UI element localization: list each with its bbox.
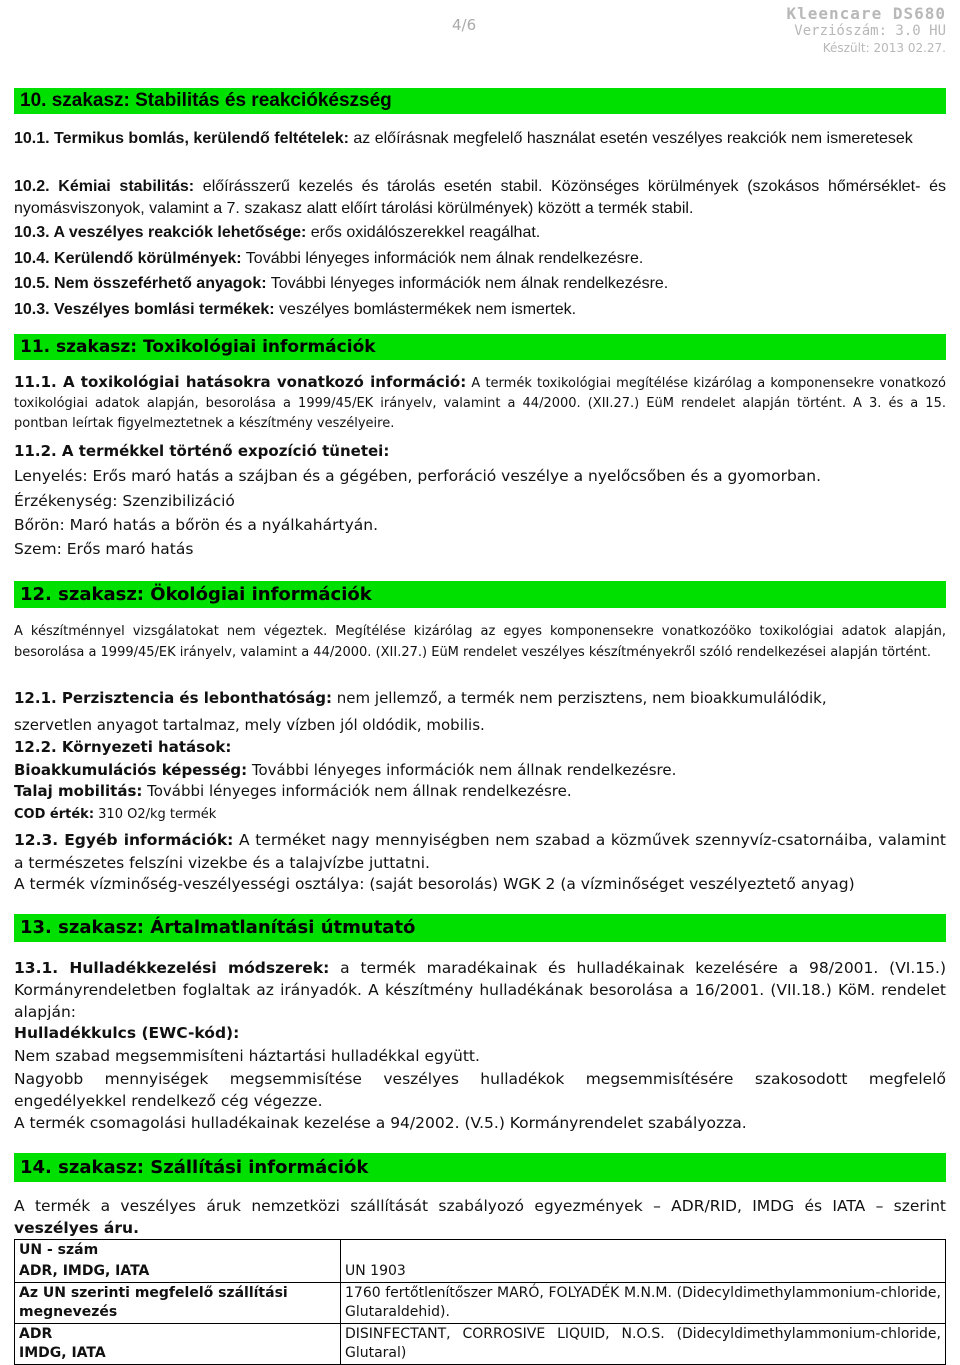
cod-line <box>14 805 946 825</box>
table-row <box>15 1261 946 1283</box>
paragraph-10-4 <box>14 248 946 270</box>
text-soil-mobility: További lényeges információk nem állnak rendelkezésre. <box>142 782 572 800</box>
text-cod: 310 O2/kg termék <box>94 807 217 822</box>
heading-11-2: 11.2. A termékkel történő expozíció tünetei: <box>14 442 390 460</box>
paragraph-10-6 <box>14 299 946 321</box>
table-cell: UN - szám <box>15 1240 341 1262</box>
paragraph-12-intro: A készítménnyel vizsgálatokat nem végeztek. Megítélése kizárólag az egyes komponensekre vonatkozóöko toxikológiai adatok alapján, besorolása a 1999/45/EK irányelv, valamint a 44/2000. (XII.27.) EüM rendelet veszélyes készítményekről szóló rendelkezései alapján történt. <box>14 624 946 660</box>
label-11-1: 11.1. A toxikológiai hatásokra vonatkozó információ: <box>14 373 467 391</box>
heading-12-2: 12.2. Környezeti hatások: <box>14 738 232 756</box>
table-cell: ADR, IMDG, IATA <box>15 1261 341 1283</box>
wgk-line: A termék vízminőség-veszélyességi osztálya: (saját besorolás) WGK 2 (a vízminőséget veszélyeztető anyag) <box>14 875 855 893</box>
table-row <box>15 1324 946 1365</box>
text-10-3: erős oxidálószerekkel reagálhat. <box>306 224 541 241</box>
disposal-line-2: Nagyobb mennyiségek megsemmisítése veszélyes hulladékok megsemmisítésére szakosodott megfelelő engedélyekkel rendelkező cég végezze. <box>14 1070 946 1110</box>
imdg-iata-label: IMDG, IATA <box>19 1345 106 1361</box>
table-cell: 1760 fertőtlenítőszer MARÓ, FOLYADÉK M.N.M. (Didecyldimethylammonium-chloride, Glutaraldehid). <box>341 1283 946 1324</box>
table-cell <box>15 1324 341 1365</box>
paragraph-12-1-cont: szervetlen anyagot tartalmaz, mely vízben jól oldódik, mobilis. <box>14 716 485 734</box>
soil-mobility-line <box>14 780 946 802</box>
label-10-4: 10.4. Kerülendő körülmények: <box>14 250 242 267</box>
label-12-1: 12.1. Perzisztencia és lebonthatóság: <box>14 689 333 707</box>
table-cell: UN 1903 <box>341 1261 946 1283</box>
section-12-title: 12. szakasz: Ökológiai információk <box>14 581 946 608</box>
paragraph-12-1 <box>14 687 946 709</box>
text-12-3: A terméket nagy mennyiségben nem szabad a közművek szennyvíz-csatornáiba, valamint a természetes felszíni vizekbe és a talajvízbe juttatni. <box>14 831 946 872</box>
label-soil-mobility: Talaj mobilitás: <box>14 782 143 800</box>
paragraph-12-3 <box>14 829 946 875</box>
issue-date: Készült: 2013 02.27. <box>822 41 946 55</box>
adr-label: ADR <box>19 1326 53 1342</box>
symptom-ingestion: Lenyelés: Erős maró hatás a szájban és a gégében, perforáció veszélye a nyelőcsőben és a gyomorban. <box>14 467 822 485</box>
paragraph-10-2 <box>14 176 946 220</box>
text-14-intro: A termék a veszélyes áruk nemzetközi szállítását szabályozó egyezmények – ADR/RID, IMDG és IATA – szerint <box>14 1197 946 1215</box>
text-10-4: További lényeges információk nem álnak rendelkezésre. <box>241 250 644 267</box>
section-14-title: 14. szakasz: Szállítási információk <box>14 1153 946 1182</box>
paragraph-13-1 <box>14 957 946 1023</box>
table-cell: Az UN szerinti megfelelő szállítási megnevezés <box>15 1283 341 1324</box>
label-13-1: 13.1. Hulladékkezelési módszerek: <box>14 959 330 977</box>
label-bioaccumulation: Bioakkumulációs képesség: <box>14 761 248 779</box>
section-11-title: 11. szakasz: Toxikológiai információk <box>14 334 946 360</box>
ewc-heading: Hulladékkulcs (EWC-kód): <box>14 1024 240 1042</box>
text-10-2: előírásszerű kezelés és tárolás esetén stabil. Közönséges körülmények (szokásos hőmérséklet- és nyomásviszonyok, valamint a 7. szakasz alatt előírt tárolási körülmények) között a termék stabil. <box>14 178 947 217</box>
text-10-5: További lényeges információk nem álnak rendelkezésre. <box>266 275 669 292</box>
table-row <box>15 1240 946 1262</box>
text-10-6: veszélyes bomlástermékek nem ismertek. <box>274 301 577 318</box>
label-10-1: 10.1. Termikus bomlás, kerülendő feltételek: <box>14 130 349 147</box>
text-13-1: a termék maradékainak és hulladékainak kezelésére a 98/2001. (VI.15.) Kormányrendeletben foglaltak az irányadók. A készítmény hulladékának besorolása a 16/2001. (VII.18.) KöM. rendelet alapján: <box>14 959 946 1021</box>
symptom-skin: Bőrön: Maró hatás a bőrön és a nyálkahártyán. <box>14 516 378 534</box>
paragraph-10-5 <box>14 273 946 295</box>
transport-table <box>14 1239 946 1365</box>
disposal-line-1: Nem szabad megsemmisíteni háztartási hulladékkal együtt. <box>14 1047 480 1065</box>
table-cell <box>341 1240 946 1262</box>
table-cell: DISINFECTANT, CORROSIVE LIQUID, N.O.S. (Didecyldimethylammonium-chloride, Glutaral) <box>341 1324 946 1365</box>
section-13-title: 13. szakasz: Ártalmatlanítási útmutató <box>14 914 946 942</box>
disposal-line-3: A termék csomagolási hulladékainak kezelése a 94/2002. (V.5.) Kormányrendelet szabályozza. <box>14 1114 747 1132</box>
paragraph-11-1 <box>14 372 946 434</box>
label-10-2: 10.2. Kémiai stabilitás: <box>14 178 195 195</box>
text-11-1: A termék toxikológiai megítélése kizárólag a komponensekre vonatkozó toxikológiai adatok alapján, besorolása a 1999/45/EK irányelv, valamint a 44/2000. (XII.27.) EüM rendelet alapján történt. A 3. és a 15. pontban leírtak figyelmeztetnek a készítmény veszélyeire. <box>14 376 946 431</box>
text-10-1: az előírásnak megfelelő használat esetén veszélyes reakciók nem ismeretesek <box>348 130 913 147</box>
paragraph-10-3 <box>14 222 946 244</box>
document-header <box>787 4 947 56</box>
symptom-sensitization: Érzékenység: Szenzibilizáció <box>14 492 235 510</box>
symptom-eye: Szem: Erős maró hatás <box>14 540 194 558</box>
label-12-3: 12.3. Egyéb információk: <box>14 831 234 849</box>
bioaccumulation-line <box>14 759 946 781</box>
table-row <box>15 1283 946 1324</box>
label-cod: COD érték: <box>14 807 95 822</box>
product-name: Kleencare DS680 <box>786 4 946 23</box>
text-12-1: nem jellemző, a termék nem perzisztens, nem bioakkumulálódik, <box>332 689 827 707</box>
section-10-title: 10. szakasz: Stabilitás és reakciókészség <box>14 88 946 114</box>
page-number: 4/6 <box>452 16 477 34</box>
text-bioaccumulation: További lényeges információk nem állnak rendelkezésre. <box>247 761 677 779</box>
paragraph-14-intro <box>14 1195 946 1239</box>
label-dangerous-goods: veszélyes áru. <box>14 1219 139 1237</box>
paragraph-10-1 <box>14 128 946 150</box>
label-10-5: 10.5. Nem összeférhető anyagok: <box>14 275 267 292</box>
label-10-6: 10.3. Veszélyes bomlási termékek: <box>14 301 275 318</box>
version-number: Verziószám: 3.0 HU <box>794 23 946 39</box>
label-10-3: 10.3. A veszélyes reakciók lehetősége: <box>14 224 307 241</box>
